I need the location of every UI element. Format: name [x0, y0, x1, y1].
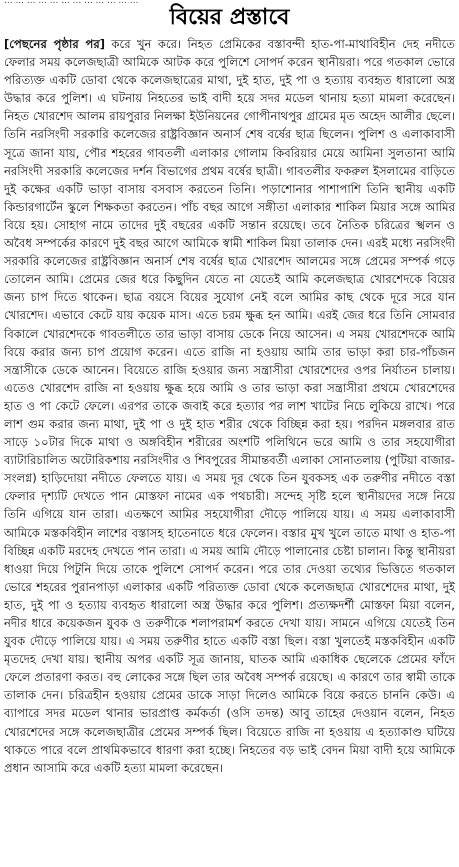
article-headline: বিয়ের প্রস্তাবে — [169, 5, 290, 30]
previous-article-fragment: ... ... ... ... ... ... ... ... ... ... ... ... — [4, 0, 139, 6]
article-body — [4, 35, 455, 777]
article-text: করে খুন করে। নিহত প্রেমিকের বস্তাবন্দী হাত-পা-মাথাবিহীন দেহ নদীতে ফেলার সময় কলেজছাত্রী আমিকে আটক করে পুলিশে সোপর্দ করেন স্থানীয়রা। পরে গতকাল ভোরে পরিত্যক্ত একটি ডোবা থেকে কলেজছাত্রের মাথা, দুই হাত, দুই পা ও হত্যায় ব্যবহৃত ধারালো অস্ত্র উদ্ধার করে পুলিশ। এ ঘটনায় নিহতের ভাই বাদী হয়ে সদর মডেল থানায় হত্যা মামলা করেছেন। নিহত খোরশেদ আলম রায়পুরার নিলক্ষা ইউনিয়নের গোপীনাথপুর গ্রামের মৃত অহেদ আলীর ছেলে। তিনি নরসিংদী সরকারি কলেজের রাষ্ট্রবিজ্ঞান অনার্স শেষ বর্ষের ছাত্র ছিলেন। পুলিশ ও এলাকাবাসী সূত্রে জানা যায়, পৌর শহরের গাবতলী এলাকার গোলাম কিবরিয়ার মেয়ে আমিনা সুলতানা আমি নরসিংদী সরকারি কলেজের দর্শন বিভাগের প্রথম বর্ষের ছাত্রী। গাবতলীর ফকরুল ইসলামের বাড়িতে দুই কক্ষের একটি ভাড়া বাসায় বসবাস করতেন তিনি। পড়াশোনার পাশাপাশি তিনি স্থানীয় একটি কিন্ডারগার্টেন স্কুলে শিক্ষকতা করতেন। পাঁচ বছর আগে সঙ্গীতা এলাকার শাকিল মিয়ার সঙ্গে আমির বিয়ে হয়। সোহাগ নামে তাদের দুই বছরের একটি সন্তান রয়েছে। তবে নৈতিক চরিত্রের স্খলন ও অবৈধ সম্পর্কের কারণে দুই বছর আগে আমিকে স্বামী শাকিল মিয়া তালাক দেন। এরই মধ্যে নরসিংদী সরকারি কলেজের রাষ্ট্রবিজ্ঞান অনার্স শেষ বর্ষের ছাত্র খোরশেদ আলমের সঙ্গে প্রেমের সম্পর্ক গড়ে তোলেন আমি। প্রেমের জের ধরে কিছুদিন যেতে না যেতেই আমি কলেজছাত্র খোরশেদকে বিয়ের জন্য চাপ দিতে থাকেন। ছাত্র বয়সে বিয়ের সুযোগ নেই বলে আমির কাছ থেকে দূরে সরে যান খোরশেদ। এভাবে কেটে যায় কয়েক মাস। এতে চরম ক্ষুব্ধ হন আমি। এরই জের ধরে তিনি সোমবার বিকালে খোরশেদকে গাবতলীতে তার ভাড়া বাসায় ডেকে নিয়ে আসেন। এ সময় খোরশেদকে আমি বিয়ে করার জন্য চাপ প্রয়োগ করেন। এতে রাজি না হওয়ায় আমি তার ভাড়া করা চার-পাঁচজন সন্ত্রাসীকে ডেকে আনেন। বিয়েতে রাজি হওয়ার জন্য সন্ত্রাসীরা খোরশেদের ওপর নির্যাতন চালায়। এতেও খোরশেদ রাজি না হওয়ায় ক্ষুব্ধ হয়ে আমি ও তার ভাড়া করা সন্ত্রাসীরা প্রথমে খোরশেদের হাত ও পা কেটে ফেলে। এরপর তাকে জবাই করে হত্যার পর লাশ খাটের নিচে লুকিয়ে রাখে। পরে লাশ গুম করার জন্য মাথা, দুই পা ও দুই হাত শরীর থেকে বিচ্ছিন্ন করা হয়। পরদিন মঙ্গলবার রাত সাড়ে ১০টার দিকে মাথা ও অঙ্গবিহীন শরীরের অংশটি পলিথিনে ভরে আমি ও তার সহযোগীরা ব্যাটারিচালিত অটোরিকশায় নরসিংদীর ও শিবপুরের সীমান্তবর্তী এলাকা সোনাতলায় (পুটিয়া বাজার-সংলগ্ন) হাড়িদোয়া নদীতে ফেলতে যায়। এ সময় দূর থেকে তিন যুবকসহ এক তরুণীর নদীতে বস্তা ফেলার দৃশ্যটি দেখতে পান মোস্তফা নামের এক পথচারী। সন্দেহ সৃষ্টি হলে স্থানীয়দের সঙ্গে নিয়ে তিনি এগিয়ে যান তারা। এতক্ষণে আমির সহযোগীরা দৌড়ে পালিয়ে যায়। এ সময় এলাকাবাসী আমিকে মস্তকবিহীন লাশের বস্তাসহ হাতেনাতে ধরে ফেলেন। বস্তার মুখ খুলে তাতে মাথা ও হাত-পা বিচ্ছিন্ন একটি মরদেহ দেখতে পান তারা। এ সময় আমি দৌড়ে পালানোর চেষ্টা চালান। কিন্তু স্থানীয়রা ধাওয়া দিয়ে পিটুনি দিয়ে তাকে পুলিশে সোপর্দ করেন। পরে তার দেওয়া তথ্যের ভিত্তিতে গতকাল ভোরে শহরের পুরানপাড়া এলাকার একটি পরিত্যক্ত ডোবা থেকে কলেজছাত্র খোরশেদের মাথা, দুই হাত, দুই পা ও হত্যায় ব্যবহৃত ধারালো অস্ত্র উদ্ধার করে পুলিশ। প্রত্যক্ষদর্শী মোস্তফা মিয়া বলেন, নদীর ধারে কয়েকজন যুবক ও তরুণীকে শলাপরামর্শ করতে দেখা যায়। সামনে এগিয়ে যেতেই তিন যুবক দৌড়ে পালিয়ে যায়। এ সময় তরুণীর হাতে একটি বস্তা ছিল। বস্তা খুলতেই মস্তকবিহীন একটি মৃতদেহ দেখা যায়। স্থানীয় অপর একটি সূত্র জানায়, ঘাতক আমি একাধিক ছেলেকে প্রেমের ফাঁদে ফেলে প্রতারণা করত। বহু লোকের সঙ্গে ছিল তার অবৈধ সম্পর্ক রয়েছে। এ কারণে তার স্বামী তাকে তালাক দেন। চরিত্রহীন হওয়ায় প্রেমের ডাকে সাড়া দিলেও আমিকে বিয়ে করতে চাননি কেউ। এ ব্যাপারে সদর মডেল থানার ভারপ্রাপ্ত কর্মকর্তা (ওসি তদন্ত) আবু তাহের দেওয়ান বলেন, নিহত খোরশেদের সঙ্গে কলেজছাত্রীর প্রেমের সম্পর্ক ছিল। বিয়েতে রাজি না হওয়ায় এ হত্যাকাণ্ড ঘটিয়ে থাকতে পারে বলে প্রাথমিকভাবে ধারণা করা হচ্ছে। নিহতের বড় ভাই বেদন মিয়া বাদী হয়ে আমিকে প্রধান আসামি করে একটি হত্যা মামলা করেছেন। — [4, 37, 456, 775]
continuation-marker: [পেছনের পৃষ্ঠার পর] — [4, 37, 106, 51]
